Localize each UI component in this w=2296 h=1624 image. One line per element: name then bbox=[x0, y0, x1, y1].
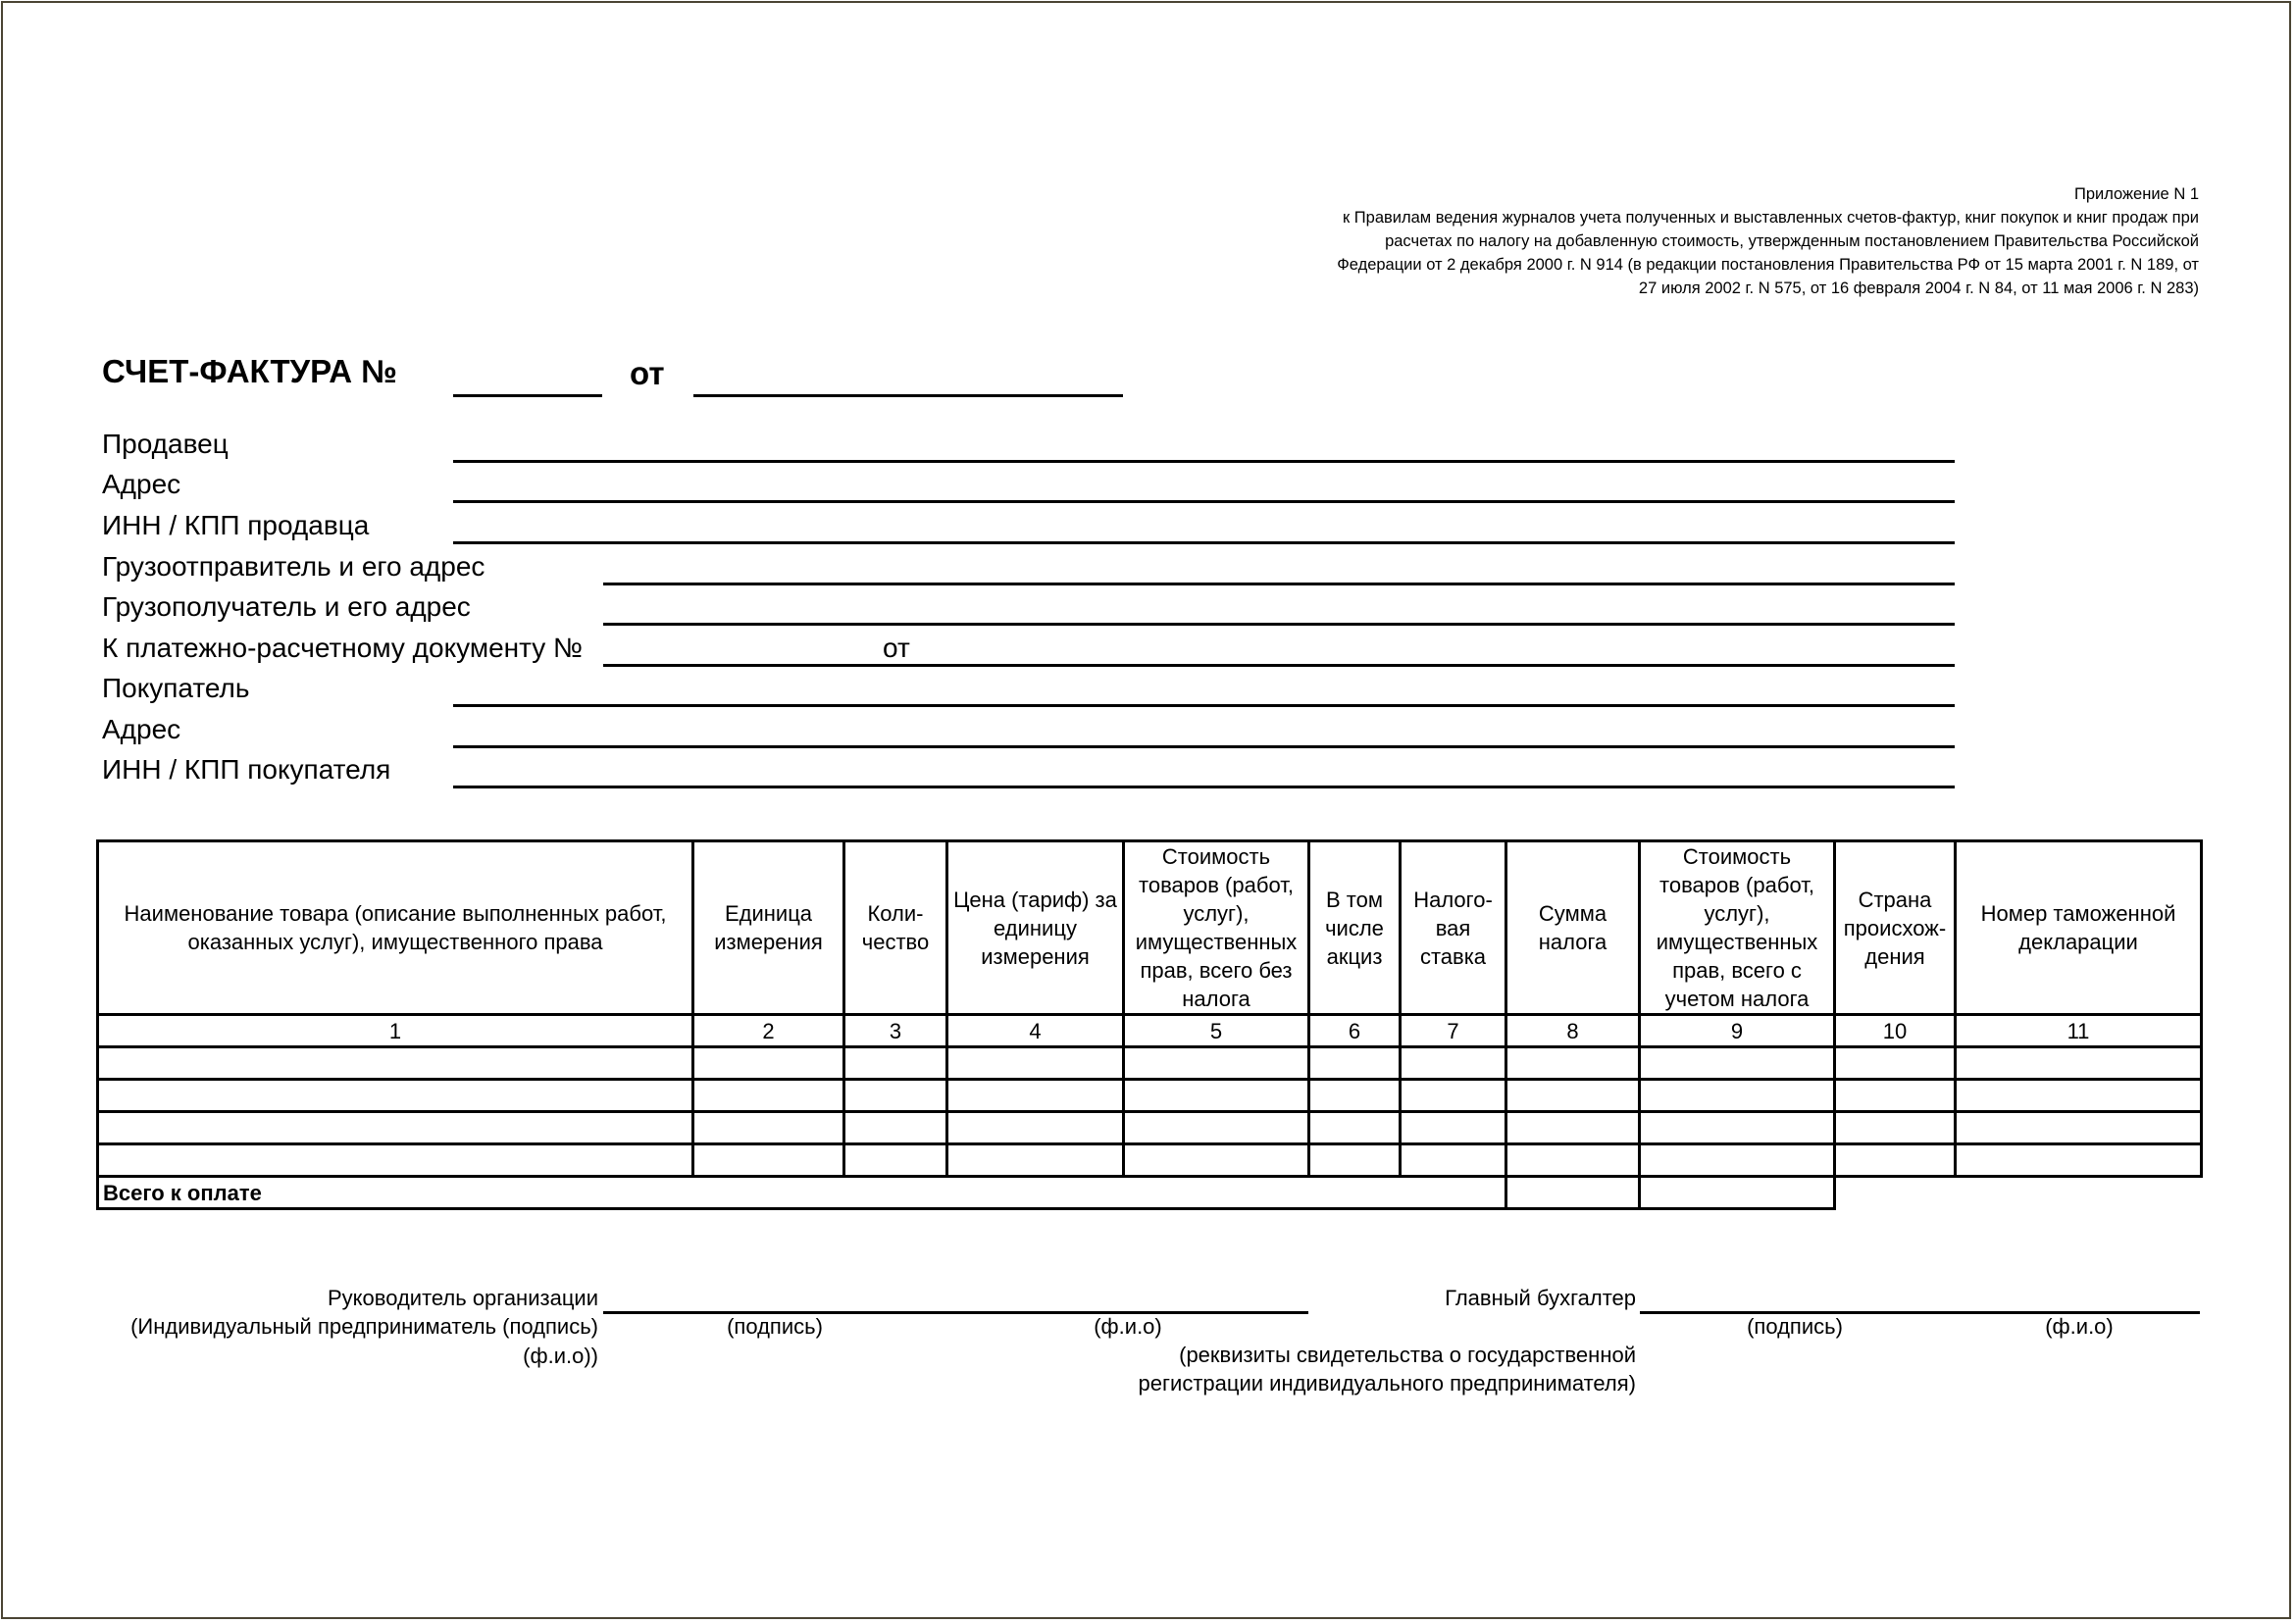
table-cell[interactable] bbox=[844, 1047, 947, 1080]
table-row bbox=[98, 1047, 2202, 1080]
table-cell[interactable] bbox=[693, 1080, 844, 1112]
total-row bbox=[98, 1177, 2202, 1209]
table-cell[interactable] bbox=[98, 1080, 693, 1112]
column-number: 6 bbox=[1309, 1015, 1401, 1047]
table-cell[interactable] bbox=[1506, 1047, 1640, 1080]
annex-line: к Правилам ведения журналов учета полученных и выставленных счетов-фактур, книг покупок и книг продаж при bbox=[1343, 209, 2199, 227]
column-header: Цена (тариф) за единицу измерения bbox=[947, 841, 1124, 1015]
table-cell[interactable] bbox=[947, 1144, 1124, 1177]
empty-cell bbox=[1835, 1177, 2202, 1209]
table-cell[interactable] bbox=[1124, 1144, 1309, 1177]
table-cell[interactable] bbox=[844, 1112, 947, 1144]
column-number: 8 bbox=[1506, 1015, 1640, 1047]
column-number-row bbox=[98, 1015, 2202, 1047]
table-cell[interactable] bbox=[1835, 1080, 1956, 1112]
director-label: Руководитель организации bbox=[327, 1286, 598, 1310]
table-cell[interactable] bbox=[1640, 1080, 1835, 1112]
table-cell[interactable] bbox=[98, 1047, 693, 1080]
column-header: Единица измерения bbox=[693, 841, 844, 1015]
fio-hint-left: (ф.и.о) bbox=[1094, 1314, 1162, 1339]
column-header: Коли-чество bbox=[844, 841, 947, 1015]
table-cell[interactable] bbox=[1956, 1112, 2202, 1144]
buyer-address-label: Адрес bbox=[102, 714, 181, 744]
column-header: Сумма налога bbox=[1506, 841, 1640, 1015]
buyer-address-field[interactable] bbox=[453, 745, 1955, 748]
seller-address-field[interactable] bbox=[453, 500, 1955, 503]
seller-inn-label: ИНН / КПП продавца bbox=[102, 510, 370, 540]
table-cell[interactable] bbox=[1506, 1112, 1640, 1144]
table-cell[interactable] bbox=[1309, 1144, 1401, 1177]
column-header: Стоимость товаров (работ, услуг), имущественных прав, всего с учетом налога bbox=[1640, 841, 1835, 1015]
column-header: Стоимость товаров (работ, услуг), имущественных прав, всего без налога bbox=[1124, 841, 1309, 1015]
seller-field[interactable] bbox=[453, 460, 1955, 463]
buyer-inn-label: ИНН / КПП покупателя bbox=[102, 754, 391, 785]
table-row bbox=[98, 1144, 2202, 1177]
table-cell[interactable] bbox=[1124, 1112, 1309, 1144]
shipper-label: Грузоотправитель и его адрес bbox=[102, 551, 485, 582]
invoice-date-label: от bbox=[630, 355, 665, 391]
table-cell[interactable] bbox=[844, 1080, 947, 1112]
total-tax-cell[interactable] bbox=[1506, 1177, 1640, 1209]
payment-doc-label: К платежно-расчетному документу № bbox=[102, 633, 584, 663]
table-cell[interactable] bbox=[1835, 1047, 1956, 1080]
column-number: 3 bbox=[844, 1015, 947, 1047]
table-cell[interactable] bbox=[1506, 1144, 1640, 1177]
table-cell[interactable] bbox=[693, 1047, 844, 1080]
table-cell[interactable] bbox=[1401, 1144, 1506, 1177]
consignee-label: Грузополучатель и его адрес bbox=[102, 591, 471, 622]
column-header: В том числе акциз bbox=[1309, 841, 1401, 1015]
table-cell[interactable] bbox=[1956, 1144, 2202, 1177]
table-cell[interactable] bbox=[1835, 1112, 1956, 1144]
column-number: 10 bbox=[1835, 1015, 1956, 1047]
annex-note bbox=[1218, 182, 2199, 300]
seller-label: Продавец bbox=[102, 429, 229, 459]
column-number: 7 bbox=[1401, 1015, 1506, 1047]
total-label: Всего к оплате bbox=[98, 1177, 1506, 1209]
total-amount-cell[interactable] bbox=[1640, 1177, 1835, 1209]
column-number: 2 bbox=[693, 1015, 844, 1047]
table-cell[interactable] bbox=[1401, 1047, 1506, 1080]
invoice-table bbox=[96, 839, 2203, 1210]
column-header: Налого-вая ставка bbox=[1401, 841, 1506, 1015]
invoice-title: СЧЕТ-ФАКТУРА № bbox=[102, 353, 398, 389]
table-cell[interactable] bbox=[947, 1080, 1124, 1112]
buyer-field[interactable] bbox=[453, 704, 1955, 707]
table-cell[interactable] bbox=[1401, 1112, 1506, 1144]
invoice-date-field[interactable] bbox=[693, 394, 1123, 397]
table-row bbox=[98, 1112, 2202, 1144]
table-cell[interactable] bbox=[1640, 1144, 1835, 1177]
annex-line: расчетах по налогу на добавленную стоимость, утвержденным постановлением Правительства Российской bbox=[1385, 232, 2199, 250]
table-header-row bbox=[98, 841, 2202, 1015]
table-cell[interactable] bbox=[844, 1144, 947, 1177]
column-header: Наименование товара (описание выполненных работ, оказанных услуг), имущественного права bbox=[98, 841, 693, 1015]
column-header: Страна происхож-дения bbox=[1835, 841, 1956, 1015]
buyer-label: Покупатель bbox=[102, 673, 250, 703]
annex-line: 27 июля 2002 г. N 575, от 16 февраля 2004 г. N 84, от 11 мая 2006 г. N 283) bbox=[1638, 279, 2199, 297]
table-cell[interactable] bbox=[1506, 1080, 1640, 1112]
entrepreneur-label: (Индивидуальный предприниматель (подпись) bbox=[130, 1314, 598, 1339]
registration-note: (реквизиты свидетельства о государственной bbox=[1179, 1343, 1636, 1367]
payment-doc-field[interactable] bbox=[603, 664, 1955, 667]
table-cell[interactable] bbox=[1401, 1080, 1506, 1112]
table-cell[interactable] bbox=[693, 1112, 844, 1144]
column-header: Номер таможенной декларации bbox=[1956, 841, 2202, 1015]
table-cell[interactable] bbox=[1309, 1112, 1401, 1144]
annex-line: Федерации от 2 декабря 2000 г. N 914 (в редакции постановления Правительства РФ от 15 марта 2001 г. N 189, от bbox=[1337, 256, 2199, 274]
seller-inn-field[interactable] bbox=[453, 541, 1955, 544]
column-number: 4 bbox=[947, 1015, 1124, 1047]
registration-note: регистрации индивидуального предпринимателя) bbox=[1138, 1371, 1636, 1396]
seller-address-label: Адрес bbox=[102, 469, 181, 499]
consignee-field[interactable] bbox=[603, 623, 1955, 626]
table-row bbox=[98, 1080, 2202, 1112]
column-number: 5 bbox=[1124, 1015, 1309, 1047]
table-cell[interactable] bbox=[947, 1112, 1124, 1144]
table-cell[interactable] bbox=[1640, 1112, 1835, 1144]
column-number: 11 bbox=[1956, 1015, 2202, 1047]
buyer-inn-field[interactable] bbox=[453, 786, 1955, 788]
table-cell[interactable] bbox=[1309, 1047, 1401, 1080]
shipper-field[interactable] bbox=[603, 583, 1955, 585]
payment-doc-from-label: от bbox=[883, 633, 910, 663]
table-cell[interactable] bbox=[693, 1144, 844, 1177]
table-cell[interactable] bbox=[1309, 1080, 1401, 1112]
table-cell[interactable] bbox=[1640, 1047, 1835, 1080]
table-cell[interactable] bbox=[98, 1144, 693, 1177]
column-number: 9 bbox=[1640, 1015, 1835, 1047]
entrepreneur-fio-label: (ф.и.о)) bbox=[523, 1344, 598, 1368]
invoice-number-field[interactable] bbox=[453, 394, 602, 397]
signature-hint-left: (подпись) bbox=[727, 1314, 823, 1339]
annex-line: Приложение N 1 bbox=[2073, 185, 2199, 203]
column-number: 1 bbox=[98, 1015, 693, 1047]
signature-hint-right: (подпись) bbox=[1747, 1314, 1843, 1339]
table-cell[interactable] bbox=[1124, 1080, 1309, 1112]
table-cell[interactable] bbox=[1956, 1047, 2202, 1080]
fio-hint-right: (ф.и.о) bbox=[2045, 1314, 2114, 1339]
chief-accountant-label: Главный бухгалтер bbox=[1445, 1286, 1636, 1310]
table-cell[interactable] bbox=[1124, 1047, 1309, 1080]
table-cell[interactable] bbox=[98, 1112, 693, 1144]
table-cell[interactable] bbox=[1956, 1080, 2202, 1112]
table-cell[interactable] bbox=[947, 1047, 1124, 1080]
table-cell[interactable] bbox=[1835, 1144, 1956, 1177]
